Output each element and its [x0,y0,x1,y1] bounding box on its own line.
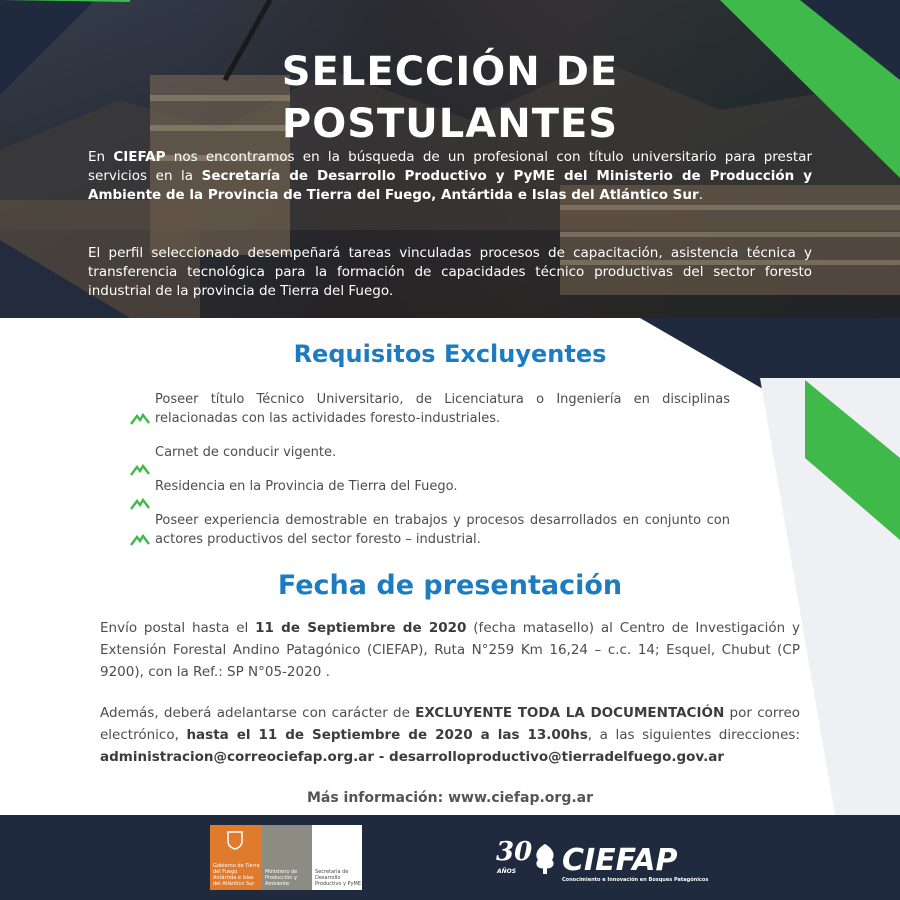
text-run: , a las siguientes direcciones: [587,727,800,743]
bold-text-run: administracion@correociefap.org.ar - desarrolloproductivo@tierradelfuego.gov.ar [100,749,725,765]
bold-text-run: Secretaría de Desarrollo Productivo y PyME del Ministerio de Producción y Ambiente de la Provincia de Tierra del Fuego, Antártida e Islas del Atlántico Sur [88,168,812,203]
requirements-heading: Requisitos Excluyentes [293,340,607,368]
email-submission-paragraph [100,702,800,768]
bold-text-run: 11 de Septiembre de 2020 [255,620,467,636]
ciefap-tagline: Conocimiento e Innovación en Bosques Patagónicos [562,877,709,883]
text-run: nos encontramos en la búsqueda de un profesional con título universitario para prestar servicios en la [88,149,812,184]
hero-banner [0,0,900,318]
tree-logo-icon [530,842,560,874]
profile-paragraph: El perfil seleccionado desempeñará tareas vinculadas procesos de capacitación, asistencia técnica y transferencia tecnológica para la formación de capacidades técnico productivas del sector foresto industrial de la provincia de Tierra del Fuego. [88,245,812,299]
intro-paragraph [88,148,812,205]
ciefap-anos-label: AÑOS [497,868,517,875]
postal-submission-paragraph [100,617,800,683]
ministerio-logo: Ministerio de Producción y Ambiente [262,825,312,890]
text-run: En [88,149,114,165]
requirement-text: Carnet de conducir vigente. [155,445,337,460]
tree-bullet-icon [130,412,150,426]
requirement-item [130,443,730,462]
text-run: Además, deberá adelantarse con carácter de [100,705,416,721]
requirement-item [130,477,730,496]
bold-text-run: hasta el 11 de Septiembre de 2020 a las 13.00hs [186,727,588,743]
tree-bullet-icon [130,533,150,547]
tierra-del-fuego-logo: Gobierno de Tierra del Fuego Antártida e Islas del Atlántico Sur [210,825,262,890]
bold-text-run: EXCLUYENTE TODA LA DOCUMENTACIÓN [415,705,725,721]
requirement-item [130,511,730,549]
ciefap-logo-text: CIEFAP [562,843,678,878]
text-run: . [698,187,703,203]
tree-bullet-icon [130,497,150,511]
more-info-link[interactable]: Más información: www.ciefap.org.ar [306,790,594,806]
page-title-line-2: POSTULANTES [281,101,619,147]
tree-bullet-icon [130,463,150,477]
secretaria-logo: Secretaría de Desarrollo Productivo y PyME [312,825,362,890]
bold-text-run: CIEFAP [113,149,166,165]
requirement-item [130,390,730,428]
footer-bar [0,815,900,900]
text-run: por correo electrónico, [100,705,801,743]
text-run: (fecha matasello) al Centro de Investigación y Extensión Forestal Andino Patagónico (CIEFAP), Ruta N°259 Km 16,24 – c.c. 14; Esquel, Chubut (CP 9200), con la Ref.: SP N°05-2020 . [100,620,800,680]
requirement-text: Poseer experiencia demostrable en trabajos y procesos desarrollados en conjunto con actores productivos del sector foresto – industrial. [155,513,730,547]
page-title-line-1: SELECCIÓN DE [281,49,619,95]
text-run: Envío postal hasta el [100,620,256,636]
submission-date-heading: Fecha de presentación [277,570,623,601]
requirement-text: Residencia en la Provincia de Tierra del Fuego. [155,479,458,494]
ciefap-30-years-badge: 30 [496,837,533,867]
provincial-shield-icon [225,830,245,850]
requirement-text: Poseer título Técnico Universitario, de Licenciatura o Ingeniería en disciplinas relacionadas con las actividades foresto-industriales. [155,392,730,426]
